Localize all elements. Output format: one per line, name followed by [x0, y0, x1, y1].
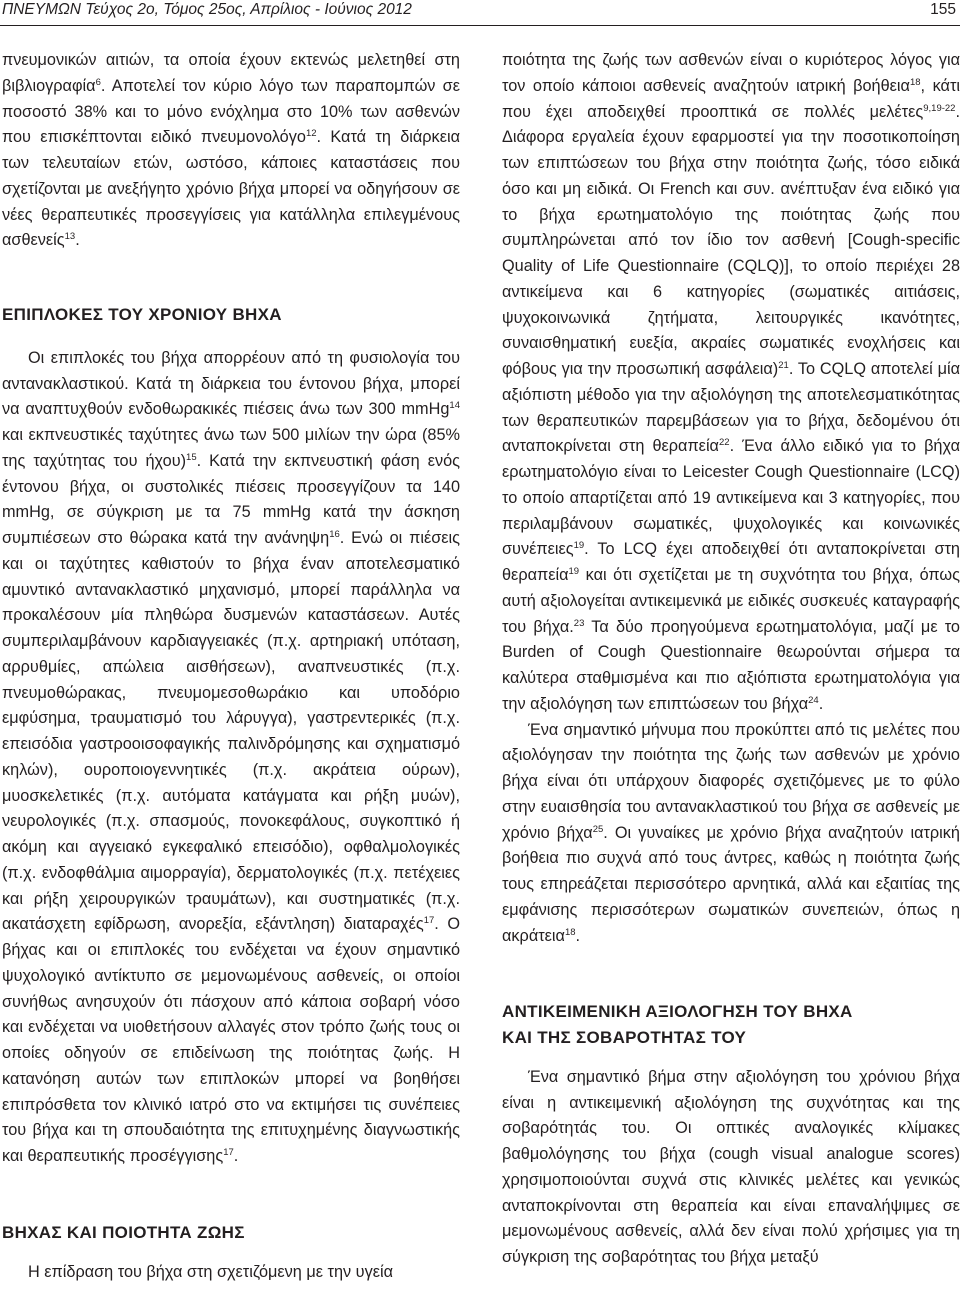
citation: 25	[592, 823, 604, 835]
journal-title: ΠΝΕΥΜΩΝ Τεύχος 2ο, Τόμος 25ος, Απρίλιος - Ιούνιος 2012	[2, 1, 412, 18]
page-number: 155	[930, 1, 956, 18]
paragraph-complications: Οι επιπλοκές του βήχα απορρέουν από τη φυσιολογία του αντανακλαστικού. Κατά τη διάρκεια του έντονου βήχα, μπορεί να αναπτυχθούν ενδοθωρακικές πιέσεις άνω των 300 mmHg$^{14}$ και εκπνευστικές ταχύτητες άνω των 500 μιλίων την ώρα (85% της ταχύτητας του ήχου)$^{15}$. Κατά την εκπνευστική φάση ενός έντονου βήχα, οι συστολικές πιέσεις προσεγγίζουν τα 140 mmHg, σε σύγκριση με τα 75 mmHg κατά την άσκηση συμπιέσεων στο θώρακα κατά την ανάνηψη$^{16}$. Ενώ οι πιέσεις και οι ταχύτητες καθιστούν το βήχα έναν αποτελεσματικό αμυντικό αντανακλαστικό μηχανισμό, μπορεί παράλληλα να προκαλέσουν μία πληθώρα δυσμενών καταστάσεων. Αυτές συμπεριλαμβάνουν καρδιαγγειακές (π.χ. αρτηριακή υπόταση, αρρυθμίες, απώλεια αισθήσεων), αναπνευστικές (π.χ. πνευμοθώρακας, πνευμομεσοθωράκιο και υποδόριο εμφύσημα, τραυματισμό του λάρυγγα), γαστρεντερικές (π.χ. επεισόδια γαστροοισοφαγικής παλινδρόμησης και σχηματισμό κηλών), ουροποιογεννητικές (π.χ. ακράτεια ούρων), μυοσκελετικές (π.χ. αυτόματα κατάγματα και ρήξη μυών), νευρολογικές (π.χ. σπασμούς, πονοκεφάλους, συγκοπτικό ή ακόμη και αγγειακό εγκεφαλικό επεισόδιο), οφθαλμολογικές (π.χ. ενδοφθάλμια αιμορραγία), δερματολογικές (π.χ. πετέχειες και ρήξη χειρουργικών τραυμάτων), και συστηματικές (π.χ. ακατάσχετη εφίδρωση, ανορεξία, εξάντληση) διαταραχές$^{17}$. Ο βήχας και οι επιπλοκές του ενδέχεται να έχουν σημαντικό ψυχολογικό αντίκτυπο σε μεμονωμένους ασθενείς, οι οποίοι συνήθως ανησυχούν ότι πάσχουν από κάποια σοβαρή νόσο και ενδέχεται να υιοθετήσουν αλλαγές στον τρόπο ζωής τους οι οποίες οδηγούν σε επιδείνωση της ποιότητας ζωής. Η κατανόηση αυτών των επιπλοκών μπορεί να βοηθήσει επιπρόσθετα τον κλινικό ιατρό στο να εκτιμήσει τις συνέπειες του βήχα και τη σπουδαιότητα της επιτυχημένης διαγνωστικής και θεραπευτικής προσέγγισης$^{17}$.	[2, 348, 460, 1165]
citation: 23	[573, 617, 585, 629]
citation: 19	[573, 540, 585, 552]
citation: 18	[909, 76, 921, 88]
paragraph-intro-continued: πνευμονικών αιτιών, τα οποία έχουν εκτενώς μελετηθεί στη βιβλιογραφία$^6$. Αποτελεί τον κύριο λόγο των παραπομπών σε ποσοστό 38% και το μόνο ενόχλημα στο 10% των ασθενών που επισκέπτονται ειδικό πνευμονολόγο$^{12}$. Κατά τη διάρκεια των τελευταίων ετών, ωστόσο, κάποιες καταστάσεις που σχετίζονται με ανεξήγητο χρόνιο βήχα μπορεί να οδηγήσουν σε νέες θεραπευτικές προσεγγίσεις για κατάλληλα επιλεγμένους ασθενείς$^{13}$.	[2, 51, 460, 250]
section-heading-quality-of-life: ΒΗΧΑΣ ΚΑΙ ΠΟΙΟΤΗΤΑ ΖΩΗΣ	[2, 1222, 245, 1242]
citation: 22	[718, 437, 730, 449]
citation: 15	[186, 451, 197, 463]
left-column	[2, 48, 460, 1285]
citation: 14	[449, 400, 460, 412]
paragraph-quality-of-life-continued: ποιότητα της ζωής των ασθενών είναι ο κυριότερος λόγος για τον οποίο κάποιοι ασθενείς αναζητούν ιατρική βοήθεια$^{18}$, κάτι που έχει αποδειχθεί προοπτικά σε πολλές μελέτες$^{9,19-22}$. Διάφορα εργαλεία έχουν εφαρμοστεί για την ποσοτικοποίηση των επιπτώσεων του βήχα στην ποιότητα ζωής, τόσο ειδικά όσο και μη ειδικά. Οι French και συν. ανέπτυξαν ένα ειδικό για το βήχα ερωτηματολόγιο της ποιότητας ζωής που συμπληρώνεται από τον ίδιο τον ασθενή [Cough-specific Quality of Life Questionnaire (CQLQ)], το οποίο περιέχει 28 αντικείμενα και 6 κατηγορίες (σωματικές αιτιάσεις, ψυχοκοινωνικά ζητήματα, λειτουργικές ικανότητες, συναισθηματική ευεξία, ακραίες σωματικές ενοχλήσεις και φόβους για την προσωπική ασφάλεια)$^{21}$. Το CQLQ αποτελεί μία αξιόπιστη μέθοδο για την αξιολόγηση της αποτελεσματικότητας των θεραπευτικών παρεμβάσεων για το βήχα, δεδομένου ότι ανταποκρίνεται στη θεραπεία$^{22}$. Ένα άλλο ειδικό για το βήχα ερωτηματολόγιο είναι το Leicester Cough Questionnaire (LCQ) το οποίο απαρτίζεται από 19 αντικείμενα και 3 κατηγορίες, που περιλαμβάνουν σωματικές, ψυχολογικές και κοινωνικές συνέπειες$^{19}$. Το LCQ έχει αποδειχθεί ότι ανταποκρίνεται στη θεραπεία$^{19}$ και ότι σχετίζεται με τη συχνότητα του βήχα, όπως αυτή αξιολογείται αντικειμενικά με ειδικές συσκευές καταγραφής του βήχα.$^{23}$ Τα δύο προηγούμενα ερωτηματολόγια, μαζί με το Burden of Cough Questionnaire θεωρούνται σήμερα τα καλύτερα σταθμισμένα και πιο αξιόπιστα ερωτηματολόγια για την αξιολόγηση των επιπτώσεων του βήχα$^{24}$.	[502, 51, 960, 713]
citation: 16	[329, 529, 340, 540]
paragraph-gender-differences: Ένα σημαντικό μήνυμα που προκύπτει από τις μελέτες που αξιολόγησαν την ποιότητα της ζωής των ασθενών με χρόνιο βήχα είναι ότι υπάρχουν διαφορές σχετιζόμενες με το φύλο στην ευαισθησία του αντανακλαστικού του βήχα σε ασθενείς με χρόνιο βήχα$^{25}$. Οι γυναίκες με χρόνιο βήχα αναζητούν ιατρική βοήθεια πιο συχνά από τους άντρες, καθώς η ποιότητα ζωής τους επηρεάζεται περισσότερο αρνητικά, αλλά και εξαιτίας της εμφάνισης περισσότερων σωματικών συνεπειών, όπως η ακράτεια$^{18}$.	[502, 720, 960, 945]
citation: 19	[568, 566, 580, 577]
right-column	[502, 48, 960, 1271]
citation: 13	[64, 231, 76, 243]
paragraph-quality-of-life: Η επίδραση του βήχα στη σχετιζόμενη με την υγεία	[28, 1262, 394, 1281]
running-header	[0, 0, 960, 26]
citation: 18	[564, 926, 576, 938]
section-heading-objective-assessment: ΑΝΤΙΚΕΙΜΕΝΙΚΗ ΑΞΙΟΛΟΓΗΣΗ ΤΟΥ ΒΗΧΑ ΚΑΙ ΤΗΣ ΣΟΒΑΡΟΤΗΤΑΣ ΤΟΥ	[502, 1002, 853, 1047]
citation: 24	[808, 694, 819, 706]
citation: 9,19-22	[923, 102, 956, 114]
citation: 6	[95, 76, 101, 88]
citation: 21	[778, 360, 789, 371]
citation: 17	[423, 915, 435, 927]
section-heading-complications: ΕΠΙΠΛΟΚΕΣ ΤΟΥ ΧΡΟΝΙΟΥ ΒΗΧΑ	[2, 305, 282, 324]
citation: 12	[305, 128, 317, 140]
paragraph-objective-assessment: Ένα σημαντικό βήμα στην αξιολόγηση του χρόνιου βήχα είναι η αντικειμενική αξιολόγηση της συχνότητας και της σοβαρότητάς του. Οι οπτικές αναλογικές κλίμακες βαθμολόγησης του βήχα (cough visual analogue scores) χρησιμοποιούνται συχνά στις κλινικές μελέτες και γενικώς ανταποκρίνονται στη θεραπεία και είναι επαναλήψιμες σε μεμονωμένους ασθενείς, αλλά δεν είναι πολύ χρήσιμες για τη σύγκριση της σοβαρότητας του βήχα μεταξύ	[502, 1067, 960, 1266]
citation: 17	[223, 1147, 234, 1158]
